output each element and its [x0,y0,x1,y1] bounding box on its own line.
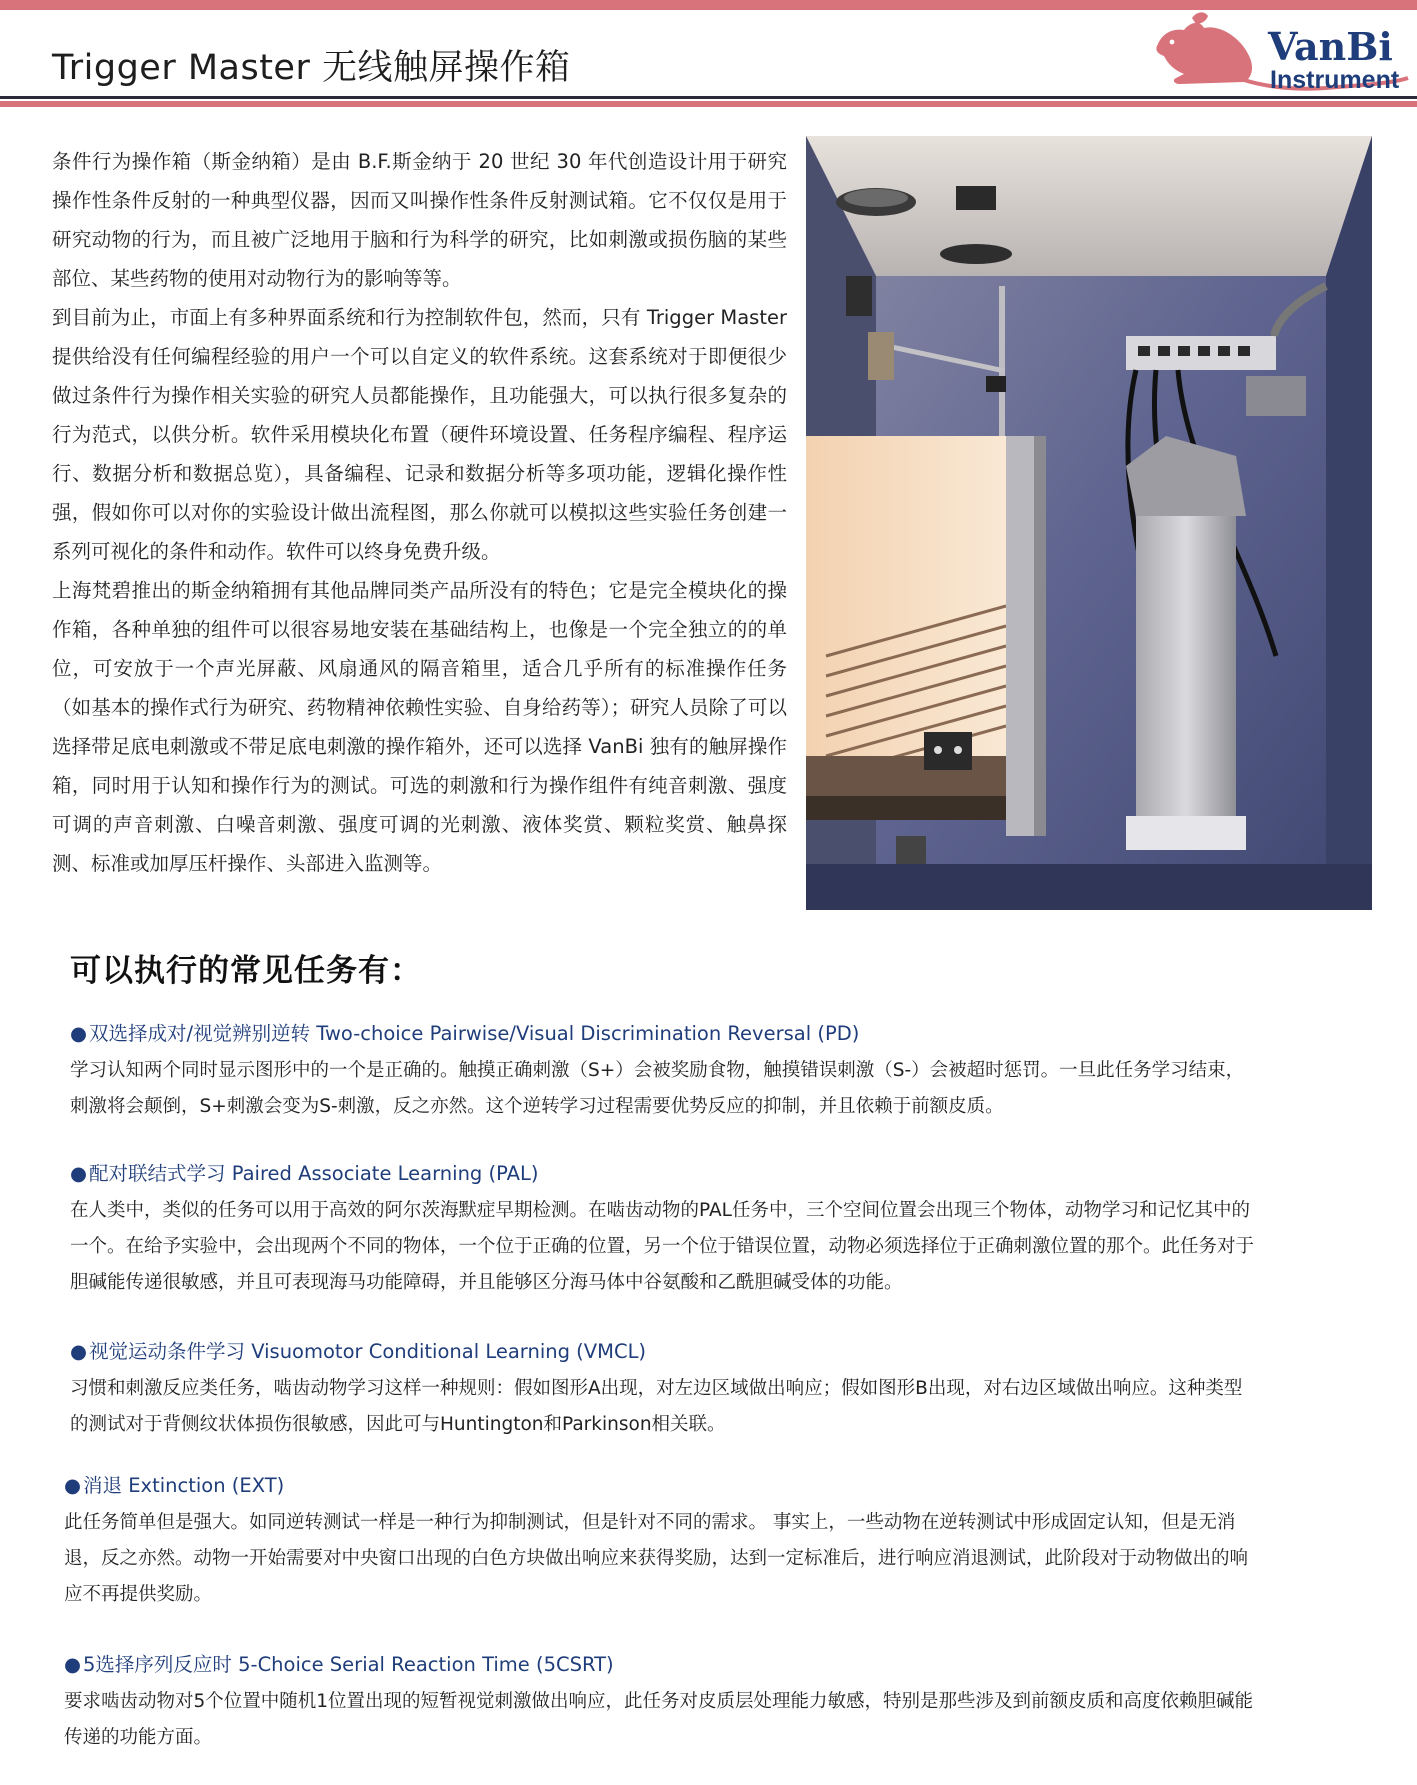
task-item [64,1650,1254,1756]
task-description: 习惯和刺激反应类任务，啮齿动物学习这样一种规则：假如图形A出现，对左边区域做出响应；假如图形B出现，对右边区域做出响应。这种类型的测试对于背侧纹状体损伤很敏感，因此可与Huntington和Parkinson相关联。 [70,1378,1243,1435]
task-item [70,1159,1260,1301]
page-title: Trigger Master 无线触屏操作箱 [52,48,571,88]
intro-paragraph: 到目前为止，市面上有多种界面系统和行为控制软件包，然而，只有 Trigger Master 提供给没有任何编程经验的用户一个可以自定义的软件系统。这套系统对于即便很少做过条件行为操作相关实验的研究人员都能操作，且功能强大，可以执行很多复杂的行为范式，以供分析。软件采用模块化布置（硬件环境设置、任务程序编程、程序运行、数据分析和数据总览），具备编程、记录和数据分析等多项功能，逻辑化操作性强，假如你可以对你的实验设计做出流程图，那么你就可以模拟这些实验任务创建一系列可视化的条件和动作。软件可以终身免费升级。 [52,306,787,563]
logo-subtitle: Instrument [1270,66,1400,94]
task-title [64,1650,1254,1680]
logo-wordmark: VanBi [1268,24,1393,69]
task-title-text: 消退 Extinction (EXT) [83,1474,285,1497]
intro-section [52,142,787,883]
task-item [70,1337,1260,1443]
task-description: 在人类中，类似的任务可以用于高效的阿尔茨海默症早期检测。在啮齿动物的PAL任务中，三个空间位置会出现三个物体，动物学习和记忆其中的一个。在给予实验中，会出现两个不同的物体，一个位于正确的位置，另一个位于错误位置，动物必须选择位于正确刺激位置的那个。此任务对于胆碱能传递很敏感，并且可表现海马功能障碍，并且能够区分海马体中谷氨酸和乙酰胆碱受体的功能。 [70,1200,1255,1293]
task-title [70,1159,1260,1189]
task-description: 此任务简单但是强大。如同逆转测试一样是一种行为抑制测试，但是针对不同的需求。 事实上，一些动物在逆转测试中形成固定认知，但是无消退，反之亦然。动物一开始需要对中央窗口出现的白色方块做出响应来获得奖励，达到一定标准后，进行响应消退测试，此阶段对于动物做出的响应不再提供奖励。 [64,1512,1249,1605]
intro-paragraph: 上海梵碧推出的斯金纳箱拥有其他品牌同类产品所没有的特色；它是完全模块化的操作箱，各种单独的组件可以很容易地安装在基础结构上，也像是一个完全独立的的单位，可安放于一个声光屏蔽、风扇通风的隔音箱里，适合几乎所有的标准操作任务（如基本的操作式行为研究、药物精神依赖性实验、自身给药等）；研究人员除了可以选择带足底电刺激或不带足底电刺激的操作箱外，还可以选择 VanBi 独有的触屏操作箱，同时用于认知和操作行为的测试。可选的刺激和行为操作组件有纯音刺激、强度可调的声音刺激、白噪音刺激、强度可调的光刺激、液体奖赏、颗粒奖赏、触鼻探测、标准或加厚压杆操作、头部进入监测等。 [52,579,787,875]
bullet-icon: ● [64,1653,82,1676]
task-title-text: 配对联结式学习 Paired Associate Learning (PAL) [89,1162,539,1185]
task-item [70,1019,1260,1125]
bullet-icon: ● [70,1162,88,1185]
vanbi-logo [1150,8,1412,98]
header-divider [0,96,1417,99]
task-description: 学习认知两个同时显示图形中的一个是正确的。触摸正确刺激（S+）会被奖励食物，触摸错误刺激（S-）会被超时惩罚。一旦此任务学习结束，刺激将会颠倒，S+刺激会变为S-刺激，反之亦然。这个逆转学习过程需要优势反应的抑制，并且依赖于前额皮质。 [70,1060,1245,1117]
task-title-text: 双选择成对/视觉辨别逆转 Two-choice Pairwise/Visual Discrimination Reversal (PD) [89,1022,860,1045]
task-title-text: 视觉运动条件学习 Visuomotor Conditional Learning (VMCL) [89,1340,647,1363]
intro-paragraph: 条件行为操作箱（斯金纳箱）是由 B.F.斯金纳于 20 世纪 30 年代创造设计用于研究操作性条件反射的一种典型仪器，因而又叫操作性条件反射测试箱。它不仅仅是用于研究动物的行为，而且被广泛地用于脑和行为科学的研究，比如刺激或损伤脑的某些部位、某些药物的使用对动物行为的影响等等。 [52,150,787,290]
task-title [64,1471,1254,1501]
bullet-icon: ● [64,1474,82,1497]
tasks-heading: 可以执行的常见任务有： [70,953,422,989]
bullet-icon: ● [70,1340,88,1363]
task-title [70,1019,1260,1049]
header-divider-accent [0,101,1417,107]
task-title [70,1337,1260,1367]
task-description: 要求啮齿动物对5个位置中随机1位置出现的短暂视觉刺激做出响应，此任务对皮质层处理能力敏感，特别是那些涉及到前额皮质和高度依赖胆碱能传递的功能方面。 [64,1691,1254,1748]
product-photo [806,136,1372,910]
bullet-icon: ● [70,1022,88,1045]
task-title-text: 5选择序列反应时 5-Choice Serial Reaction Time (5CSRT) [83,1653,614,1676]
task-item [64,1471,1254,1613]
